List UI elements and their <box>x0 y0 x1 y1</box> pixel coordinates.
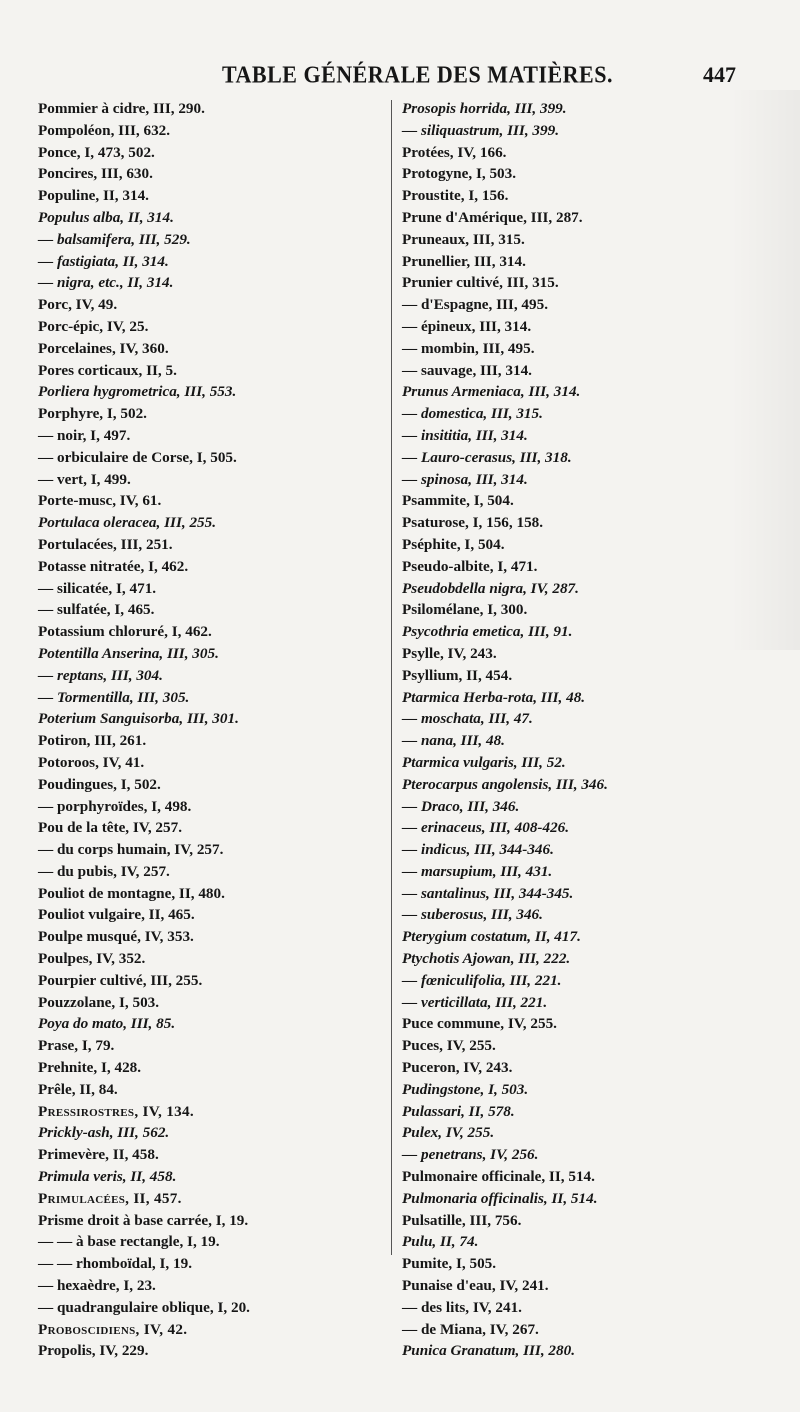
index-entry: — verticillata, III, 221. <box>402 993 548 1011</box>
index-entry: Pompoléon, III, 632. <box>38 121 171 139</box>
index-entry: Poterium Sanguisorba, III, 301. <box>38 710 239 728</box>
index-entry: Prunier cultivé, III, 315. <box>402 274 559 292</box>
index-entry: — insititia, III, 314. <box>402 426 528 444</box>
index-entry: — erinaceus, III, 408-426. <box>402 819 570 837</box>
index-entry: Prêle, II, 84. <box>38 1080 118 1098</box>
index-entry: Psycothria emetica, III, 91. <box>402 623 573 641</box>
index-entry: Proboscidiens, IV, 42. <box>38 1320 188 1338</box>
index-entry: Ponce, I, 473, 502. <box>38 143 155 161</box>
index-entry: Pou de la tête, IV, 257. <box>38 819 182 837</box>
index-entry: Primula veris, II, 458. <box>38 1168 177 1186</box>
index-entry: Ptarmica Herba-rota, III, 48. <box>402 688 586 706</box>
index-entry: Psilomélane, I, 300. <box>402 601 528 619</box>
index-entry: Prickly-ash, III, 562. <box>38 1124 170 1142</box>
index-entry: Pressirostres, IV, 134. <box>38 1102 195 1120</box>
index-entry: — spinosa, III, 314. <box>402 470 528 488</box>
index-entry: Prunus Armeniaca, III, 314. <box>402 383 581 401</box>
index-entry: — — à base rectangle, I, 19. <box>38 1233 220 1251</box>
index-entry: Ptychotis Ajowan, III, 222. <box>402 950 571 968</box>
index-entry: Pores corticaux, II, 5. <box>38 361 177 379</box>
index-entry: — Draco, III, 346. <box>402 797 520 815</box>
index-entry: Porc, IV, 49. <box>38 296 118 314</box>
index-entry: — fastigiata, II, 314. <box>38 252 169 270</box>
index-entry: Potoroos, IV, 41. <box>38 753 145 771</box>
index-entry: Pommier à cidre, III, 290. <box>38 100 205 117</box>
index-entry: — santalinus, III, 344-345. <box>402 884 574 902</box>
index-entry: Pouliot de montagne, II, 480. <box>38 884 225 902</box>
index-entry: — hexaèdre, I, 23. <box>38 1277 156 1295</box>
index-entry: Psammite, I, 504. <box>402 492 514 510</box>
index-entry: Potassium chloruré, I, 462. <box>38 623 212 641</box>
index-entry: Porliera hygrometrica, III, 553. <box>38 383 237 401</box>
index-entry: — moschata, III, 47. <box>402 710 533 728</box>
index-entry: Prehnite, I, 428. <box>38 1059 142 1077</box>
index-column-left <box>38 98 383 1362</box>
index-entry: Porphyre, I, 502. <box>38 405 147 423</box>
index-entry: Punica Granatum, III, 280. <box>402 1342 576 1360</box>
index-entry: Psyllium, II, 454. <box>402 666 513 684</box>
index-entry: — nana, III, 48. <box>402 732 505 750</box>
index-entry: Porc-épic, IV, 25. <box>38 317 149 335</box>
index-entry: — d'Espagne, III, 495. <box>402 296 549 314</box>
index-entry: — domestica, III, 315. <box>402 405 543 423</box>
index-entry: Pumite, I, 505. <box>402 1255 497 1273</box>
index-entry: — suberosus, III, 346. <box>402 906 543 924</box>
index-entry: — porphyroïdes, I, 498. <box>38 797 192 815</box>
index-entry: — épineux, III, 314. <box>402 317 532 335</box>
index-entry: Prune d'Amérique, III, 287. <box>402 208 583 226</box>
index-entry: Pouliot vulgaire, II, 465. <box>38 906 195 924</box>
index-entry: Primevère, II, 458. <box>38 1146 159 1164</box>
index-entry: — des lits, IV, 241. <box>402 1298 522 1316</box>
index-entry: Pulu, II, 74. <box>402 1233 479 1251</box>
index-entry: Pulsatille, III, 756. <box>402 1211 522 1229</box>
index-entry: — marsupium, III, 431. <box>402 862 553 880</box>
index-entry: Pouzzolane, I, 503. <box>38 993 160 1011</box>
index-entry: Pulassari, II, 578. <box>402 1102 515 1120</box>
index-entry: — noir, I, 497. <box>38 426 131 444</box>
index-entry: Poya do mato, III, 85. <box>38 1015 176 1033</box>
index-entry: Porcelaines, IV, 360. <box>38 339 169 357</box>
index-entry: Primulacées, II, 457. <box>38 1189 182 1207</box>
index-entry: — reptans, III, 304. <box>38 666 163 684</box>
index-entry: Poncires, III, 630. <box>38 165 153 183</box>
index-entry: Portulacées, III, 251. <box>38 535 173 553</box>
index-entry: Punaise d'eau, IV, 241. <box>402 1277 549 1295</box>
index-entry: Proustite, I, 156. <box>402 187 509 205</box>
index-entry: Pterocarpus angolensis, III, 346. <box>402 775 608 793</box>
index-entry: — penetrans, IV, 256. <box>402 1146 539 1164</box>
index-entry: Pterygium costatum, II, 417. <box>402 928 581 946</box>
index-entry: Protogyne, I, 503. <box>402 165 517 183</box>
index-entry: Prase, I, 79. <box>38 1037 115 1055</box>
index-entry: Pséphite, I, 504. <box>402 535 505 553</box>
index-column-right <box>402 98 762 1362</box>
index-entry: — sauvage, III, 314. <box>402 361 532 379</box>
index-entry: Pulmonaire officinale, II, 514. <box>402 1168 595 1186</box>
index-entry: Potentilla Anserina, III, 305. <box>38 644 219 662</box>
index-entry: Psylle, IV, 243. <box>402 644 497 662</box>
index-entry: Prosopis horrida, III, 399. <box>402 100 567 117</box>
index-entry: Psaturose, I, 156, 158. <box>402 514 544 532</box>
index-entry: Poudingues, I, 502. <box>38 775 161 793</box>
page-number: 447 <box>703 62 736 87</box>
index-entry: Propolis, IV, 229. <box>38 1342 149 1360</box>
index-entry: Pruneaux, III, 315. <box>402 230 525 248</box>
column-divider <box>391 100 392 1255</box>
index-entry: — siliquastrum, III, 399. <box>402 121 559 139</box>
index-entry: Pourpier cultivé, III, 255. <box>38 971 203 989</box>
index-entry: — orbiculaire de Corse, I, 505. <box>38 448 237 466</box>
index-entry: Protées, IV, 166. <box>402 143 507 161</box>
index-entry: — — rhomboïdal, I, 19. <box>38 1255 193 1273</box>
index-entry: Prunellier, III, 314. <box>402 252 526 270</box>
index-entry: Puce commune, IV, 255. <box>402 1015 557 1033</box>
index-entry: — mombin, III, 495. <box>402 339 535 357</box>
index-entry: Puceron, IV, 243. <box>402 1059 513 1077</box>
index-entry: — Tormentilla, III, 305. <box>38 688 190 706</box>
index-entry: — Lauro-cerasus, III, 318. <box>402 448 572 466</box>
index-entry: Pulmonaria officinalis, II, 514. <box>402 1189 598 1207</box>
index-entry: Pseudobdella nigra, IV, 287. <box>402 579 579 597</box>
index-entry: Pudingstone, I, 503. <box>402 1080 529 1098</box>
index-entry: — vert, I, 499. <box>38 470 131 488</box>
index-entry: — fœniculifolia, III, 221. <box>402 971 562 989</box>
index-entry: — balsamifera, III, 529. <box>38 230 191 248</box>
index-entry: — du pubis, IV, 257. <box>38 862 170 880</box>
index-entry: Porte-musc, IV, 61. <box>38 492 162 510</box>
index-entry: — sulfatée, I, 465. <box>38 601 155 619</box>
index-entry: Prisme droit à base carrée, I, 19. <box>38 1211 249 1229</box>
index-entry: Poulpe musqué, IV, 353. <box>38 928 194 946</box>
index-entry: Ptarmica vulgaris, III, 52. <box>402 753 566 771</box>
index-entry: — du corps humain, IV, 257. <box>38 841 224 859</box>
index-entry: Poulpes, IV, 352. <box>38 950 146 968</box>
index-entry: Populus alba, II, 314. <box>38 208 174 226</box>
index-entry: Potiron, III, 261. <box>38 732 147 750</box>
index-entry: Pseudo-albite, I, 471. <box>402 557 538 575</box>
index-entry: Populine, II, 314. <box>38 187 149 205</box>
index-entry: — indicus, III, 344-346. <box>402 841 554 859</box>
index-entry: — nigra, etc., II, 314. <box>38 274 174 292</box>
index-entry: Potasse nitratée, I, 462. <box>38 557 189 575</box>
index-entry: — de Miana, IV, 267. <box>402 1320 539 1338</box>
index-entry: Pulex, IV, 255. <box>402 1124 495 1142</box>
index-entry: — silicatée, I, 471. <box>38 579 157 597</box>
index-entry: — quadrangulaire oblique, I, 20. <box>38 1298 250 1316</box>
index-entry: Portulaca oleracea, III, 255. <box>38 514 217 532</box>
index-entry: Puces, IV, 255. <box>402 1037 496 1055</box>
running-header-title: TABLE GÉNÉRALE DES MATIÈRES. <box>222 60 613 89</box>
